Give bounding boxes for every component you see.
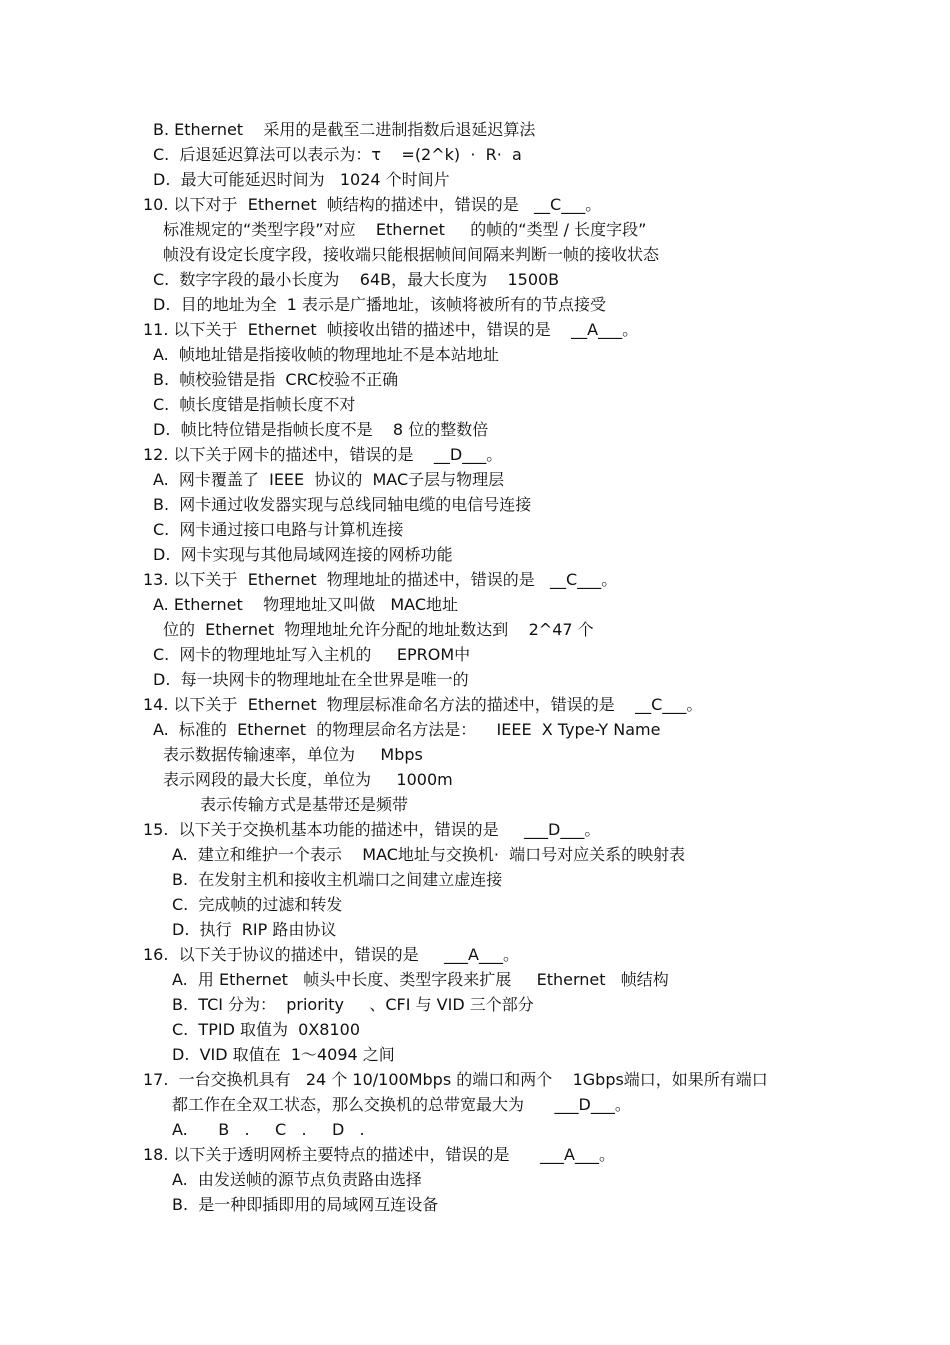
text-line: B. 帧校验错是指 CRC校验不正确 <box>153 370 399 389</box>
text-line: B. 是一种即插即用的局域网互连设备 <box>172 1195 439 1214</box>
text-line: 表示数据传输速率，单位为 Mbps <box>163 745 423 764</box>
text-line: A. B . C . D . <box>172 1120 365 1139</box>
question-13: 13. 以下关于 Ethernet 物理地址的描述中，错误的是 __C___。 <box>143 570 618 589</box>
text-line: D. 目的地址为全 1 表示是广播地址，该帧将被所有的节点接受 <box>153 295 607 314</box>
text-line: 都工作在全双工状态，那么交换机的总带宽最大为 ___D___。 <box>172 1095 631 1114</box>
text-line: 表示网段的最大长度，单位为 1000m <box>163 770 453 789</box>
question-14: 14. 以下关于 Ethernet 物理层标准命名方法的描述中，错误的是 __C___。 <box>143 695 703 714</box>
text-line: B. TCI 分为： priority 、CFI 与 VID 三个部分 <box>172 995 534 1014</box>
question-11: 11. 以下关于 Ethernet 帧接收出错的描述中，错误的是 __A___。 <box>143 320 639 339</box>
text-line: C. 数字字段的最小长度为 64B，最大长度为 1500B <box>153 270 560 289</box>
text-line: C. 帧长度错是指帧长度不对 <box>153 395 356 414</box>
text-line: D. 最大可能延迟时间为 1024 个时间片 <box>153 170 450 189</box>
text-line: C. 后退延迟算法可以表示为：τ =(2^k) · R· a <box>153 145 522 164</box>
question-16: 16. 以下关于协议的描述中，错误的是 ___A___。 <box>143 945 519 964</box>
question-12: 12. 以下关于网卡的描述中，错误的是 __D___。 <box>143 445 503 464</box>
text-line: 表示传输方式是基带还是频带 <box>200 795 409 814</box>
text-line: A. 建立和维护一个表示 MAC地址与交换机· 端口号对应关系的映射表 <box>172 845 686 864</box>
question-17: 17. 一台交换机具有 24 个 10/100Mbps 的端口和两个 1Gbps端口，如果所有端口 <box>143 1070 768 1089</box>
text-line: 帧没有设定长度字段，接收端只能根据帧间间隔来判断一帧的接收状态 <box>163 245 660 264</box>
text-line: A. Ethernet 物理地址又叫做 MAC地址 <box>153 595 459 614</box>
text-line: B. 在发射主机和接收主机端口之间建立虚连接 <box>172 870 503 889</box>
text-line: A. 用 Ethernet 帧头中长度、类型字段来扩展 Ethernet 帧结构 <box>172 970 669 989</box>
text-line: C. 网卡通过接口电路与计算机连接 <box>153 520 404 539</box>
text-line: 位的 Ethernet 物理地址允许分配的地址数达到 2^47 个 <box>163 620 594 639</box>
question-15: 15. 以下关于交换机基本功能的描述中，错误的是 ___D___。 <box>143 820 601 839</box>
text-line: C. TPID 取值为 0X8100 <box>172 1020 361 1039</box>
text-line: D. 帧比特位错是指帧长度不是 8 位的整数倍 <box>153 420 489 439</box>
text-line: D. VID 取值在 1～4094 之间 <box>172 1045 395 1064</box>
text-line: D. 执行 RIP 路由协议 <box>172 920 337 939</box>
text-line: D. 每一块网卡的物理地址在全世界是唯一的 <box>153 670 469 689</box>
text-line: B. Ethernet 采用的是截至二进制指数后退延迟算法 <box>153 120 536 139</box>
question-10: 10. 以下对于 Ethernet 帧结构的描述中，错误的是 __C___。 <box>143 195 602 214</box>
text-line: B. 网卡通过收发器实现与总线同轴电缆的电信号连接 <box>153 495 532 514</box>
text-line: D. 网卡实现与其他局域网连接的网桥功能 <box>153 545 453 564</box>
text-line: 标准规定的“类型字段”对应 Ethernet 的帧的“类型 / 长度字段” <box>163 220 647 239</box>
text-line: A. 由发送帧的源节点负责路由选择 <box>172 1170 422 1189</box>
text-line: C. 网卡的物理地址写入主机的 EPROM中 <box>153 645 471 664</box>
text-line: A. 标准的 Ethernet 的物理层命名方法是： IEEE X Type-Y Name <box>153 720 661 739</box>
question-18: 18. 以下关于透明网桥主要特点的描述中，错误的是 ___A___。 <box>143 1145 615 1164</box>
text-line: C. 完成帧的过滤和转发 <box>172 895 343 914</box>
text-line: A. 帧地址错是指接收帧的物理地址不是本站地址 <box>153 345 499 364</box>
text-line: A. 网卡覆盖了 IEEE 协议的 MAC子层与物理层 <box>153 470 505 489</box>
